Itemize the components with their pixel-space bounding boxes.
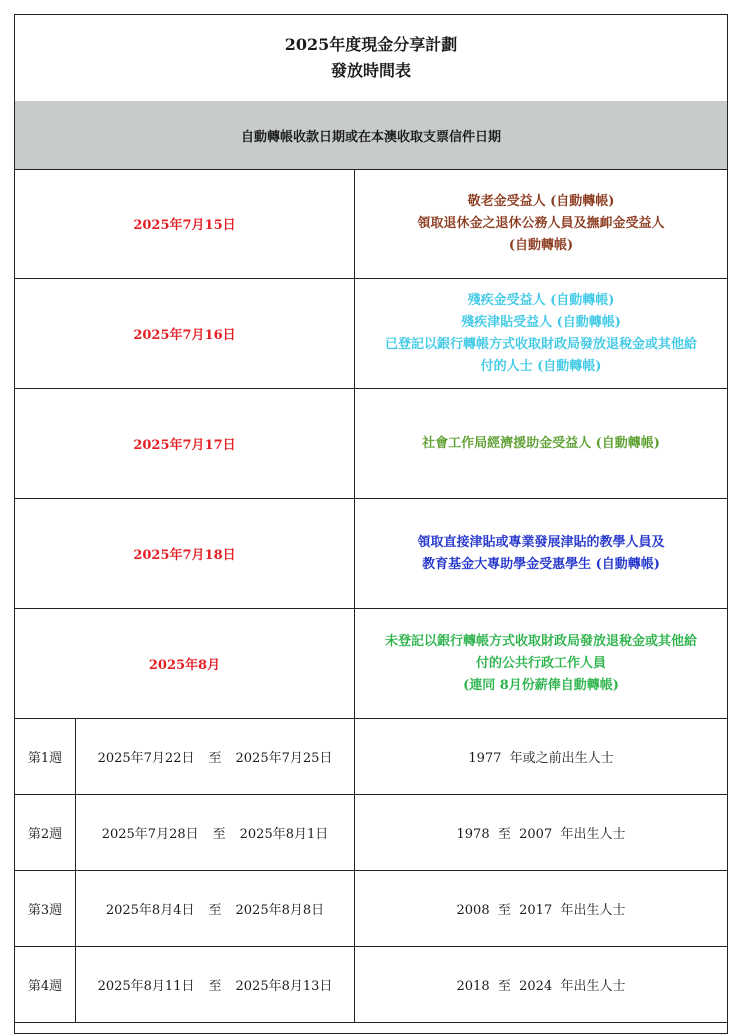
- schedule-table: [14, 14, 728, 1034]
- recipient-line: 敬老金受益人 (自動轉帳): [467, 193, 615, 209]
- payment-recipients: [355, 279, 727, 388]
- recipient-line: 付的人士 (自動轉帳): [480, 358, 602, 374]
- week-date-range: [76, 947, 355, 1022]
- recipient-line: 殘疾津貼受益人 (自動轉帳): [461, 314, 621, 330]
- recipient-line: (自動轉帳): [508, 237, 574, 253]
- week-row: [15, 719, 727, 795]
- payment-row: [15, 609, 727, 719]
- payment-date: 2025年8月: [15, 609, 355, 718]
- week-label: 第1週: [15, 719, 76, 794]
- week-start: 2025年7月22日: [97, 751, 195, 766]
- recipient-line: (連同 8月份薪俸自動轉帳): [463, 677, 619, 693]
- recipient-line: 社會工作局經濟援助金受益人 (自動轉帳): [422, 435, 660, 451]
- week-start: 2025年7月28日: [101, 827, 199, 842]
- week-row: [15, 871, 727, 947]
- week-end: 2025年8月13日: [235, 979, 333, 994]
- payment-recipients: [355, 169, 727, 278]
- recipient-line: 領取直接津貼或專業發展津貼的教學人員及: [417, 534, 665, 550]
- week-end: 2025年8月8日: [235, 903, 325, 918]
- recipient-line: 殘疾金受益人 (自動轉帳): [467, 292, 615, 308]
- week-start: 2025年8月11日: [97, 979, 195, 994]
- week-description: 1977 年或之前出生人士: [468, 751, 614, 766]
- column-header-band: 自動轉帳收款日期或在本澳收取支票信件日期: [15, 101, 727, 170]
- week-label: 第3週: [15, 871, 76, 946]
- week-end: 2025年8月1日: [239, 827, 329, 842]
- payment-row: [15, 499, 727, 609]
- range-separator: 至: [208, 979, 222, 994]
- range-separator: 至: [212, 827, 226, 842]
- week-label: 第4週: [15, 947, 76, 1022]
- title-line-1: 2025年度現金分享計劃: [284, 35, 458, 54]
- week-label: 第2週: [15, 795, 76, 870]
- week-date-range: [76, 795, 355, 870]
- payment-date: 2025年7月18日: [15, 499, 355, 608]
- recipient-line: 未登記以銀行轉帳方式收取財政局發放退稅金或其他給: [384, 633, 697, 649]
- range-separator: 至: [208, 751, 222, 766]
- title-line-2: 發放時間表: [330, 61, 411, 80]
- recipient-line: 付的公共行政工作人員: [475, 655, 606, 671]
- week-row: [15, 947, 727, 1023]
- payment-date: 2025年7月16日: [15, 279, 355, 388]
- week-end: 2025年7月25日: [235, 751, 333, 766]
- recipient-line: 領取退休金之退休公務人員及撫卹金受益人: [417, 215, 665, 231]
- payment-recipients: [355, 609, 727, 718]
- payment-date: 2025年7月15日: [15, 169, 355, 278]
- week-date-range: [76, 719, 355, 794]
- week-start: 2025年8月4日: [105, 903, 195, 918]
- payment-recipients: [355, 499, 727, 608]
- payment-recipients: [355, 389, 727, 498]
- week-date-range: [76, 871, 355, 946]
- week-description: 2018 至 2024 年出生人士: [456, 979, 626, 994]
- week-description: 1978 至 2007 年出生人士: [456, 827, 626, 842]
- payment-row: [15, 389, 727, 499]
- range-separator: 至: [208, 903, 222, 918]
- week-row: [15, 795, 727, 871]
- payment-row: [15, 279, 727, 389]
- week-description: 2008 至 2017 年出生人士: [456, 903, 626, 918]
- recipient-line: 已登記以銀行轉帳方式收取財政局發放退稅金或其他給: [384, 336, 697, 352]
- table-title: [15, 15, 727, 102]
- payment-row: [15, 169, 727, 279]
- payment-date: 2025年7月17日: [15, 389, 355, 498]
- recipient-line: 教育基金大專助學金受惠學生 (自動轉帳): [422, 556, 660, 572]
